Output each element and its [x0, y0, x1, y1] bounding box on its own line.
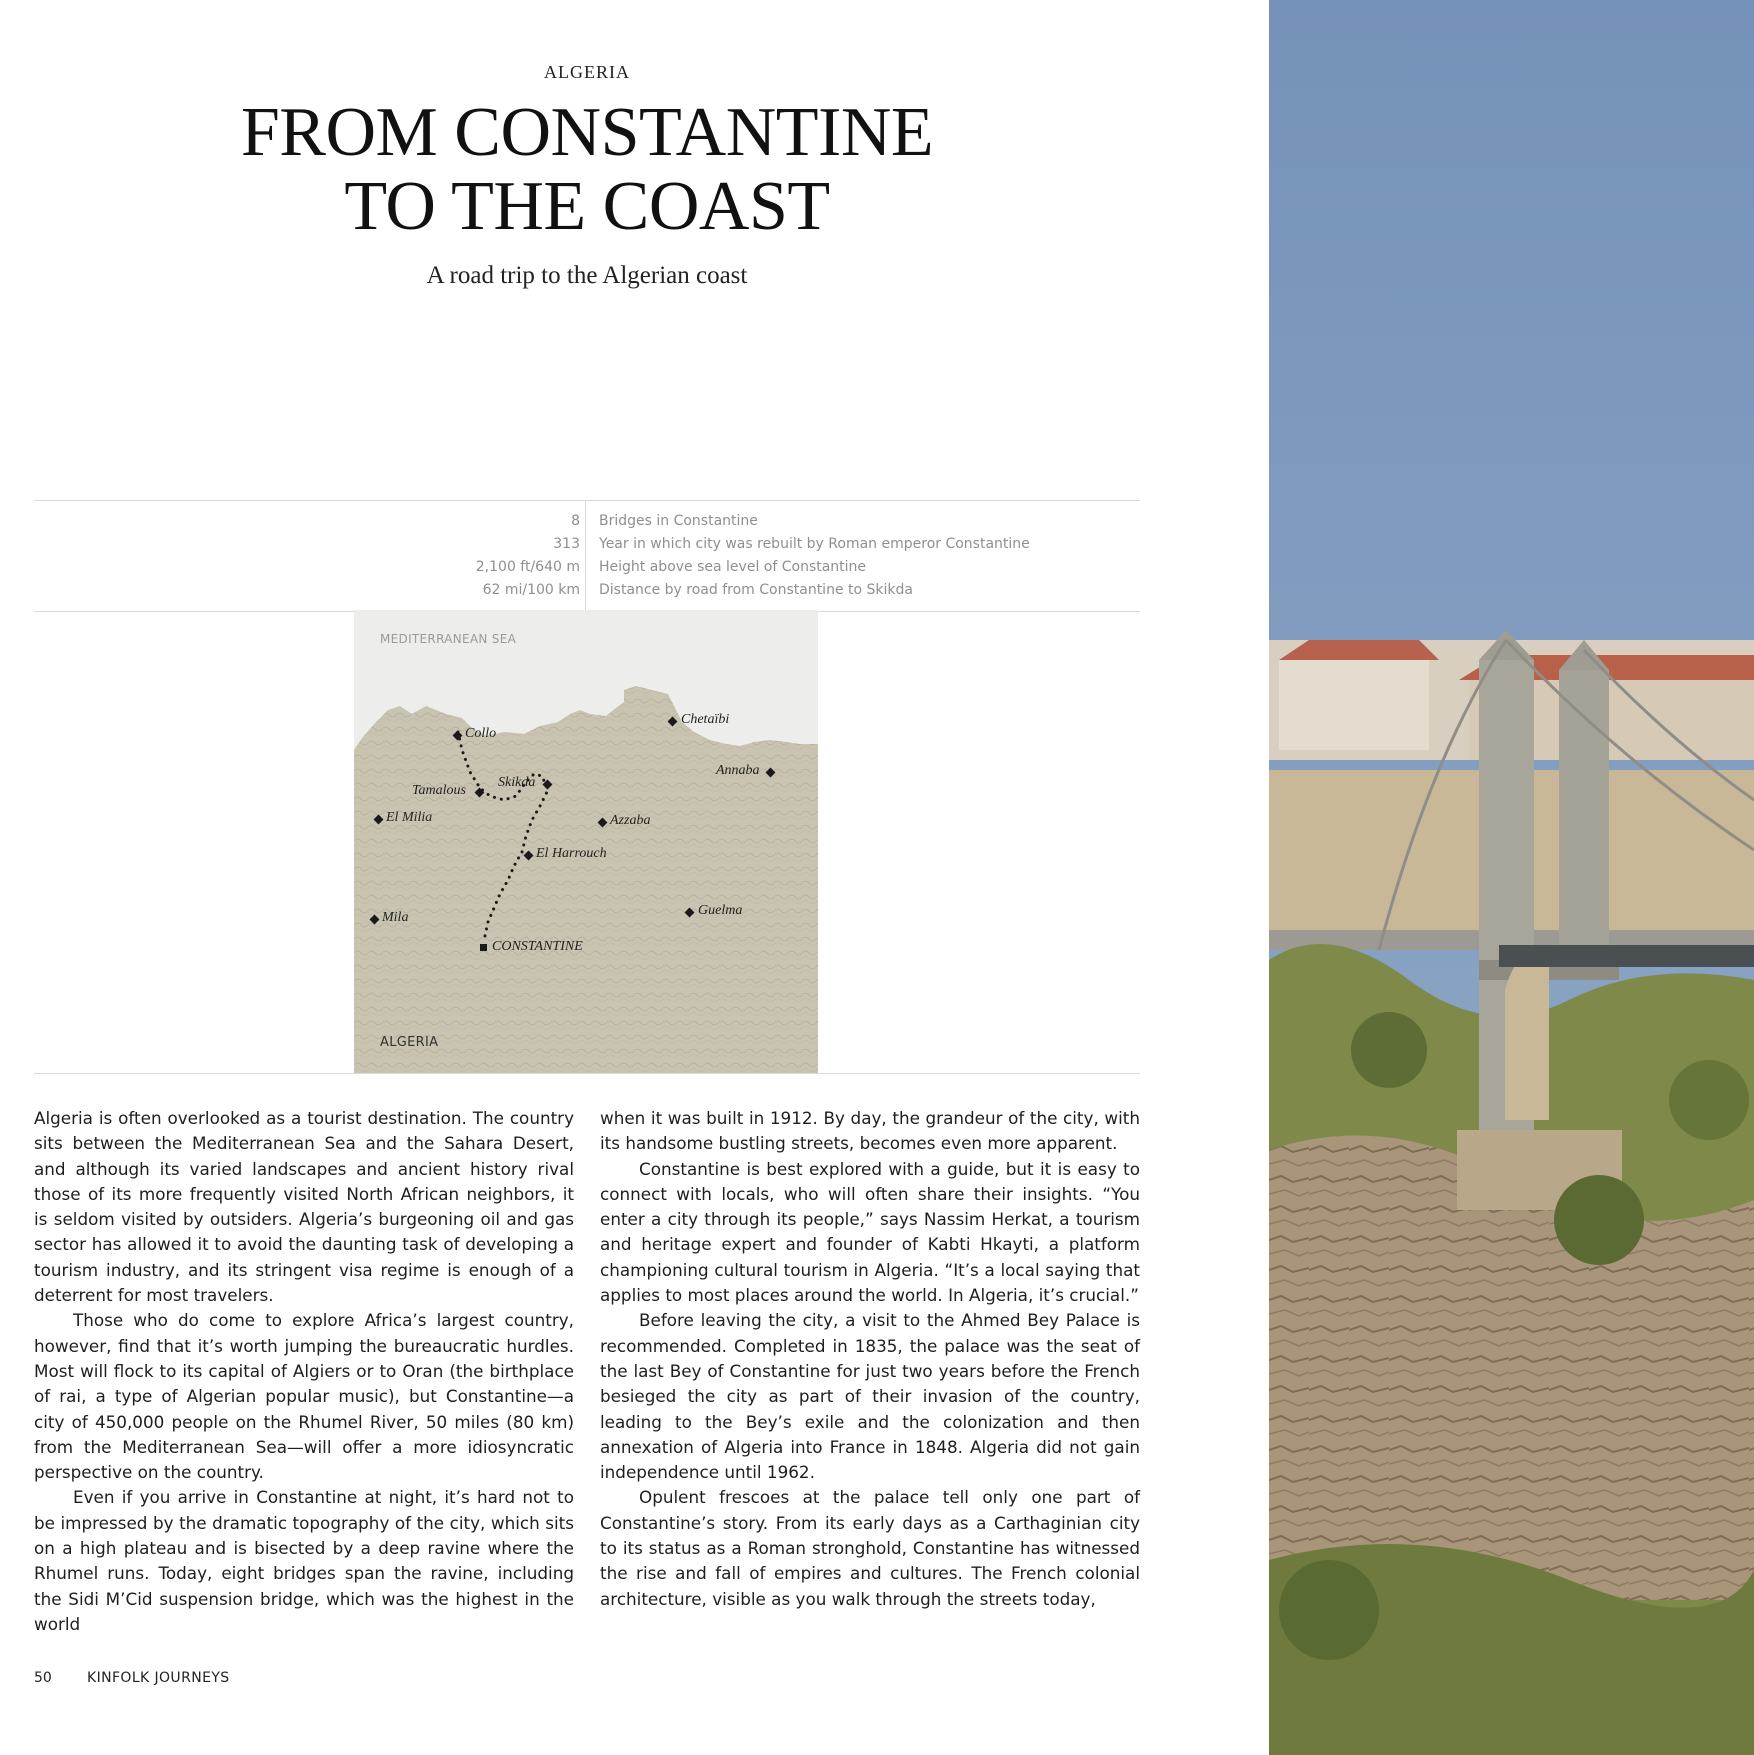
page-footer — [34, 1670, 230, 1686]
paragraph: Before leaving the city, a visit to the Ahmed Bey Palace is recommended. Completed in 1835, the palace was the seat of the last Bey of Constantine for just two years before the French besieged the city as part of their invasion of the country, leading to the Bey’s exile and the colonization and then annexation of Algeria into France in 1848. Algeria did not gain independence until 1962. — [600, 1310, 1140, 1483]
paragraph: Constantine is best explored with a guide, but it is easy to connect with locals, who will often share their insights. “You enter a city through its people,” says Nassim Herkat, a tourism and heritage expert and founder of Kabti Hkayti, a platform championing cultural tourism in Algeria. “It’s a local saying that applies to most places around the world. In Algeria, it’s crucial.” — [600, 1158, 1140, 1306]
body-column-1 — [34, 1106, 574, 1637]
paragraph: Opulent frescoes at the palace tell only one part of Constantine’s story. From its early days as a Carthaginian city to its status as a Roman stronghold, Constantine has witnessed the rise and fall of empires and cultures. The French colonial architecture, visible as you walk through the streets today, — [600, 1487, 1140, 1609]
place-el-harrouch: El Harrouch — [536, 846, 607, 861]
fact-label: Bridges in Constantine — [599, 513, 758, 529]
photo-illustration — [1269, 0, 1754, 1755]
publication-name: KINFOLK JOURNEYS — [87, 1670, 230, 1686]
fact-label: Height above sea level of Constantine — [599, 559, 867, 575]
map-terrain — [354, 610, 818, 1074]
place-azzaba: Azzaba — [610, 813, 651, 828]
map-marker-constantine — [480, 944, 487, 951]
place-chetaibi: Chetaïbi — [681, 712, 730, 727]
title-line-1: FROM CONSTANTINE — [240, 94, 934, 171]
article-title — [0, 96, 1174, 244]
fact-label: Year in which city was rebuilt by Roman emperor Constantine — [599, 536, 1030, 552]
paragraph: Those who do come to explore Africa’s largest country, however, find that it’s worth jumping the bureaucratic hurdles. Most will flock to its capital of Algiers or to Oran (the birthplace of rai, a type of Algerian popular music), but Constantine—a city of 450,000 people on the Rhumel River, 50 miles (80 km) from the Mediterranean Sea—will offer a more idiosyncratic perspective on the country. — [34, 1310, 574, 1483]
place-annaba: Annaba — [716, 763, 760, 778]
section-kicker: ALGERIA — [544, 62, 630, 82]
fact-value: 313 — [553, 536, 580, 552]
fact-label: Distance by road from Constantine to Skikda — [599, 582, 913, 598]
place-collo: Collo — [465, 726, 497, 741]
divider — [34, 1073, 1140, 1074]
map-sea-label: MEDITERRANEAN SEA — [380, 632, 517, 646]
fact-value: 8 — [571, 513, 580, 529]
fact-row — [34, 559, 1140, 581]
map-country-label: ALGERIA — [380, 1035, 439, 1050]
place-tamalous: Tamalous — [412, 783, 466, 798]
title-line-2: TO THE COAST — [344, 168, 830, 245]
place-guelma: Guelma — [698, 903, 743, 918]
route-map — [354, 610, 818, 1074]
paragraph: Even if you arrive in Constantine at night, it’s hard not to be impressed by the dramatic topography of the city, which sits on a high plateau and is bisected by a deep ravine where the Rhumel runs. Today, eight bridges span the ravine, including the Sidi M’Cid suspension bridge, which was the highest in the world — [34, 1487, 574, 1634]
paragraph: Algeria is often overlooked as a tourist destination. The country sits between the Mediterranean Sea and the Sahara Desert, and although its varied landscapes and ancient history rival those of its more frequently visited North African neighbors, it is seldom visited by outsiders. Algeria’s burgeoning oil and gas sector has allowed it to avoid the daunting task of developing a tourism industry, and its stringent visa regime is enough of a deterrent for most travelers. — [34, 1108, 574, 1306]
place-skikda: Skikda — [498, 775, 536, 790]
facts-table — [34, 500, 1140, 612]
page-number: 50 — [34, 1670, 52, 1686]
article-subtitle: A road trip to the Algerian coast — [426, 262, 748, 289]
place-constantine: CONSTANTINE — [492, 939, 583, 954]
place-mila: Mila — [382, 910, 409, 925]
fact-row — [34, 582, 1140, 604]
fact-value: 2,100 ft/640 m — [475, 559, 580, 575]
bridge-photo — [1269, 0, 1754, 1755]
body-column-2 — [600, 1106, 1140, 1612]
fact-value: 62 mi/100 km — [482, 582, 580, 598]
fact-row — [34, 536, 1140, 558]
place-el-milia: El Milia — [386, 810, 433, 825]
paragraph: when it was built in 1912. By day, the grandeur of the city, with its handsome bustling streets, becomes even more apparent. — [600, 1108, 1140, 1154]
fact-row — [34, 513, 1140, 535]
